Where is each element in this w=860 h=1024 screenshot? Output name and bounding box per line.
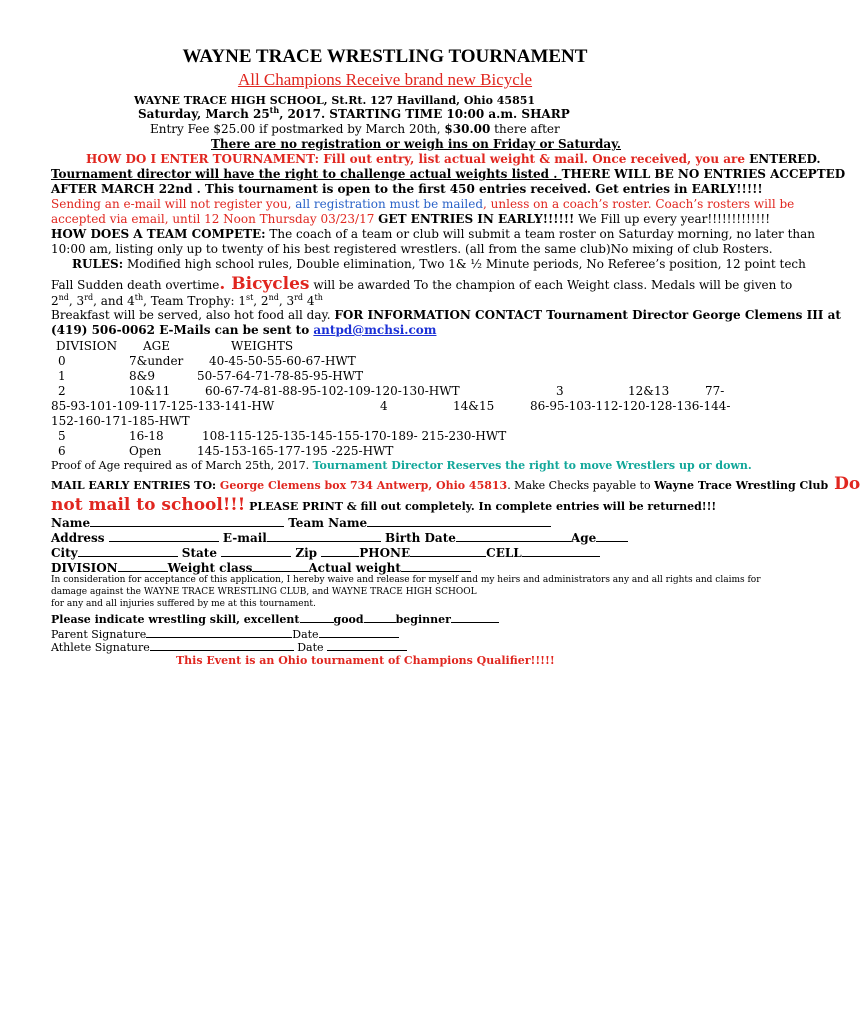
- division-age: 16-18: [129, 429, 164, 443]
- fee-after: there after: [490, 122, 560, 136]
- division-age: 7&under: [129, 354, 184, 368]
- name-row: [51, 515, 551, 531]
- qualifier-notice: This Event is an Ohio tournament of Champions Qualifier!!!!!: [176, 654, 555, 667]
- page-title: WAYNE TRACE WRESTLING TOURNAMENT: [182, 46, 588, 67]
- contact-email-link[interactable]: antpd@mchsi.com: [313, 323, 437, 337]
- actual-weight-field[interactable]: [401, 560, 471, 572]
- division-weights-cont: 152-160-171-185-HWT: [51, 414, 190, 428]
- division-weights: 108-115-125-135-145-155-170-189- 215-230-HWT: [202, 429, 507, 443]
- parent-date-label: Date: [292, 628, 319, 641]
- address-row: [51, 530, 628, 546]
- bicycles-text: Bicycles: [225, 274, 310, 294]
- col-header-age: AGE: [143, 339, 171, 353]
- athlete-date-field[interactable]: [327, 639, 407, 651]
- birth-date-label: Birth Date: [380, 531, 456, 545]
- athlete-signature-field[interactable]: [150, 639, 294, 651]
- weight-class-label: Weight class: [167, 561, 253, 575]
- bicycles-award-text: will be awarded To the champion of each Weight class. Medals will be given to: [309, 278, 793, 292]
- trophy-c-sup: rd: [294, 293, 304, 302]
- zip-field[interactable]: [321, 545, 359, 557]
- address-field[interactable]: [109, 530, 219, 542]
- division-number: 6: [58, 444, 66, 458]
- date-line: [138, 107, 570, 122]
- beginner-field[interactable]: [451, 611, 499, 623]
- trophy-b-sup: nd: [268, 293, 279, 302]
- cell-label: CELL: [486, 546, 522, 560]
- contact-text: FOR INFORMATION CONTACT Tournament Director George Clemens III at: [334, 308, 841, 322]
- trophy-a: , Team Trophy: 1: [143, 294, 246, 308]
- how-enter-text: : Fill out entry, list actual weight & mail. Once received, you are: [314, 152, 750, 166]
- beginner-label: beginner: [395, 613, 451, 626]
- email-notice-line-2: [51, 212, 770, 227]
- medal-b-sup: rd: [84, 293, 94, 302]
- name-field[interactable]: [90, 515, 284, 527]
- challenge-line: [51, 167, 845, 182]
- parent-date-field[interactable]: [319, 626, 399, 638]
- mail-line: [51, 474, 860, 496]
- division-age: Open: [129, 444, 162, 458]
- division-age: 10&11: [129, 384, 171, 398]
- division-number: 3: [556, 384, 564, 398]
- actual-weight-label: Actual weight: [308, 561, 401, 575]
- state-label: State: [177, 546, 222, 560]
- mail-address: George Clemens box 734 Antwerp, Ohio 45813: [219, 479, 508, 492]
- excellent-field[interactable]: [300, 611, 334, 623]
- skill-row: [51, 611, 499, 627]
- fee-late: $30.00: [444, 122, 491, 136]
- trophy-c: , 3: [278, 294, 295, 308]
- entry-fee: [150, 122, 560, 137]
- waiver-line-3: for any and all injuries suffered by me at this tournament.: [51, 599, 316, 609]
- col-header-weights: WEIGHTS: [231, 339, 294, 353]
- entered-text: ENTERED.: [749, 152, 821, 166]
- division-age: 12&13: [628, 384, 670, 398]
- col-header-division: DIVISION: [56, 339, 118, 353]
- school-address: WAYNE TRACE HIGH SCHOOL, St.Rt. 127 Havilland, Ohio 45851: [134, 94, 536, 107]
- medals-line: [51, 294, 323, 309]
- print-text: PLEASE PRINT & fill out completely. In complete entries will be returned!!!: [245, 500, 717, 513]
- division-number: 5: [58, 429, 66, 443]
- no-entries-text: THERE WILL BE NO ENTRIES ACCEPTED: [561, 167, 846, 181]
- phone-text: (419) 506-0062 E-Mails can be sent to: [51, 323, 314, 337]
- division-number: 4: [380, 399, 388, 413]
- waiver-line-2: damage against the WAYNE TRACE WRESTLING CLUB, and WAYNE TRACE HIGH SCHOOL: [51, 587, 477, 597]
- division-weights-cont: 85-93-101-109-117-125-133-141-HW: [51, 399, 275, 413]
- division-weights: 145-153-165-177-195 -225-HWT: [197, 444, 394, 458]
- phone-line: [51, 323, 436, 338]
- division-weights: 40-45-50-55-60-67-HWT: [209, 354, 356, 368]
- subtitle: All Champions Receive brand new Bicycle: [237, 70, 533, 89]
- email-notice-a: Sending an e-mail will not register you,: [51, 197, 296, 211]
- team-name-label: Team Name: [284, 516, 368, 530]
- city-label: City: [51, 546, 78, 560]
- email-notice-f: We Fill up every year!!!!!!!!!!!!!: [574, 212, 771, 226]
- mail-club: Wayne Trace Wrestling Club: [654, 479, 829, 492]
- division-weights: 60-67-74-81-88-95-102-109-120-130-HWT: [205, 384, 460, 398]
- age-label: Age: [570, 531, 597, 545]
- email-notice-line: [51, 197, 794, 212]
- state-field[interactable]: [221, 545, 291, 557]
- skill-label: Please indicate wrestling skill, excellent: [51, 613, 300, 626]
- good-label: good: [333, 613, 364, 626]
- bicycles-line: [51, 274, 792, 295]
- team-line: [51, 227, 815, 242]
- how-enter-line: [86, 152, 821, 167]
- proof-line: [51, 458, 752, 473]
- email-notice-c: , unless on a coach’s roster. Coach’s rosters will be: [483, 197, 795, 211]
- date-text: Saturday, March 25: [138, 107, 270, 121]
- fall-dot: .: [219, 274, 226, 294]
- proof-text: Proof of Age required as of March 25th, 2017.: [51, 459, 313, 472]
- how-enter-label: HOW DO I ENTER TOURNAMENT: [86, 152, 315, 166]
- deadline-line: AFTER MARCH 22nd . This tournament is open to the first 450 entries received. Get entries in EARLY!!!!!: [51, 182, 763, 196]
- date-time-text: , 2017. STARTING TIME 10:00 a.m. SHARP: [279, 107, 570, 121]
- fall-text: Fall Sudden death overtime: [51, 278, 220, 292]
- division-label: DIVISION: [51, 561, 118, 575]
- zip-label: Zip: [291, 546, 322, 560]
- medal-a-sup: nd: [58, 293, 69, 302]
- no-registration-notice: There are no registration or weigh ins on Friday or Saturday.: [211, 137, 621, 151]
- address-label: Address: [51, 531, 109, 545]
- division-field[interactable]: [118, 560, 168, 572]
- fee-text: Entry Fee $25.00 if postmarked by March 20th,: [150, 122, 445, 136]
- phone-label: PHONE: [359, 546, 411, 560]
- email-notice-e: GET ENTRIES IN EARLY!!!!!!: [378, 212, 575, 226]
- reserves-text: Tournament Director Reserves the right to move Wrestlers up or down.: [312, 459, 752, 472]
- mail-label: MAIL EARLY ENTRIES TO:: [51, 479, 220, 492]
- do-text: Do: [828, 474, 860, 494]
- team-line-2: 10:00 am, listing only up to twenty of his best registered wrestlers. (all from the same club)No mixing of club Rosters.: [51, 242, 773, 256]
- weight-class-field[interactable]: [252, 560, 308, 572]
- not-mail-line: [51, 495, 716, 517]
- team-name-field[interactable]: [367, 515, 551, 527]
- division-age: 8&9: [129, 369, 155, 383]
- rules-label: RULES:: [72, 257, 124, 271]
- email-label: E-mail: [218, 531, 267, 545]
- birth-date-field[interactable]: [456, 530, 571, 542]
- trophy-a-sup: st: [245, 293, 254, 302]
- rules-line: [72, 257, 806, 272]
- division-age: 14&15: [453, 399, 495, 413]
- trophy-d-sup: th: [314, 293, 323, 302]
- athlete-signature-label: Athlete Signature: [51, 641, 150, 654]
- rules-text: Modified high school rules, Double elimination, Two 1& ½ Minute periods, No Referee’s position, 12 point tech: [123, 257, 806, 271]
- city-row: [51, 545, 600, 561]
- division-number: 1: [58, 369, 66, 383]
- email-notice-b: all registration must be mailed: [295, 197, 484, 211]
- city-field[interactable]: [78, 545, 178, 557]
- medal-c-sup: th: [134, 293, 144, 302]
- good-field[interactable]: [364, 611, 396, 623]
- trophy-b: , 2: [253, 294, 269, 308]
- email-field[interactable]: [267, 530, 381, 542]
- division-number: 2: [58, 384, 66, 398]
- team-label: HOW DOES A TEAM COMPETE:: [51, 227, 266, 241]
- email-notice-d: accepted via email, until 12 Noon Thursday 03/23/17: [51, 212, 379, 226]
- division-weights: 77-: [705, 384, 725, 398]
- breakfast-line: [51, 308, 841, 323]
- parent-signature-field[interactable]: [146, 626, 292, 638]
- phone-field[interactable]: [410, 545, 486, 557]
- date-sup: th: [269, 105, 280, 115]
- division-weights: 86-95-103-112-120-128-136-144-: [530, 399, 731, 413]
- not-mail-text: not mail to school!!!: [51, 495, 246, 515]
- breakfast-text: Breakfast will be served, also hot food all day.: [51, 308, 335, 322]
- team-text: The coach of a team or club will submit a team roster on Saturday morning, no later than: [265, 227, 816, 241]
- medal-a: 2: [51, 294, 59, 308]
- age-field[interactable]: [596, 530, 628, 542]
- cell-field[interactable]: [522, 545, 600, 557]
- division-weights: 50-57-64-71-78-85-95-HWT: [197, 369, 364, 383]
- medal-b: , 3: [68, 294, 85, 308]
- athlete-date-label: Date: [293, 641, 328, 654]
- waiver-line-1: In consideration for acceptance of this application, I hereby waive and release for myself and my heirs and administrators any and all rights and claims for: [51, 575, 761, 585]
- medal-c: , and 4: [93, 294, 135, 308]
- challenge-text: Tournament director will have the right to challenge actual weights listed .: [51, 167, 562, 181]
- mail-checks: . Make Checks payable to: [507, 479, 655, 492]
- division-number: 0: [58, 354, 66, 368]
- parent-signature-label: Parent Signature: [51, 628, 147, 641]
- name-label: Name: [51, 516, 91, 530]
- trophy-d: 4: [303, 294, 315, 308]
